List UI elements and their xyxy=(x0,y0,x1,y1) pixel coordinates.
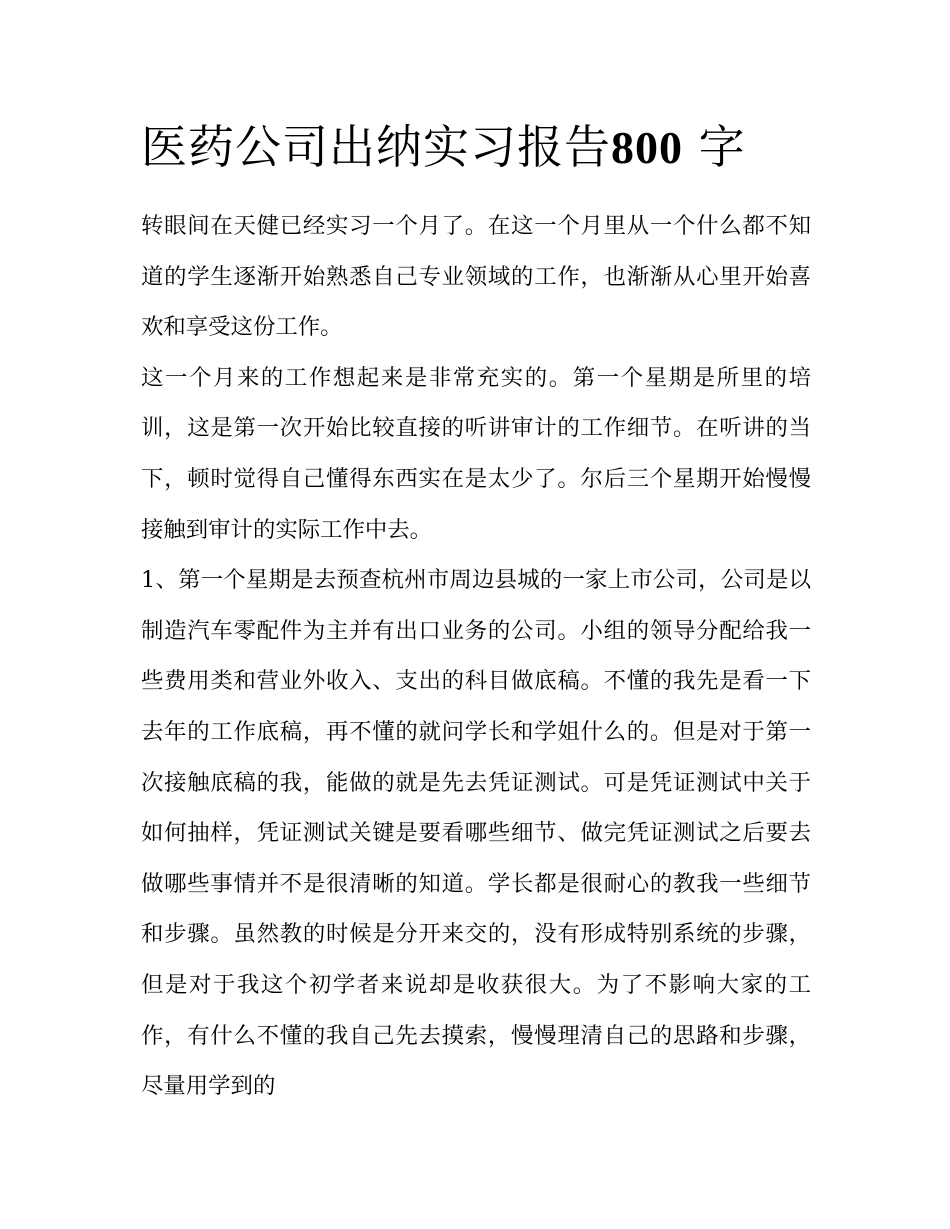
document-title xyxy=(141,112,811,183)
paragraph-overview: 这一个月来的工作想起来是非常充实的。第一个星期是所里的培训，这是第一次开始比较直接的听讲审计的工作细节。在听讲的当下，顿时觉得自己懂得东西实在是太少了。尔后三个星期开始慢慢接触到审计的实际工作中去。 xyxy=(141,364,811,543)
document-body xyxy=(141,112,811,1112)
title-text: 医药公司出纳实习报告 xyxy=(141,120,611,174)
paragraph-intro: 转眼间在天健已经实习一个月了。在这一个月里从一个什么都不知道的学生逐渐开始熟悉自己专业领域的工作，也渐渐从心里开始喜欢和享受这份工作。 xyxy=(141,213,811,341)
title-suffix: 字 xyxy=(698,120,746,174)
paragraph-week-one: 1、第一个星期是去预查杭州市周边县城的一家上市公司，公司是以制造汽车零配件为主并有出口业务的公司。小组的领导分配给我一些费用类和营业外收入、支出的科目做底稿。不懂的我先是看一下去年的工作底稿，再不懂的就问学长和学姐什么的。但是对于第一次接触底稿的我，能做的就是先去凭证测试。可是凭证测试中关于如何抽样，凭证测试关键是要看哪些细节、做完凭证测试之后要去做哪些事情并不是很清晰的知道。学长都是很耐心的教我一些细节和步骤。虽然教的时候是分开来交的，没有形成特别系统的步骤，但是对于我这个初学者来说却是收获很大。为了不影响大家的工作，有什么不懂的我自己先去摸索，慢慢理清自己的思路和步骤，尽量用学到的 xyxy=(141,567,811,1100)
title-number: 800 xyxy=(611,122,683,173)
